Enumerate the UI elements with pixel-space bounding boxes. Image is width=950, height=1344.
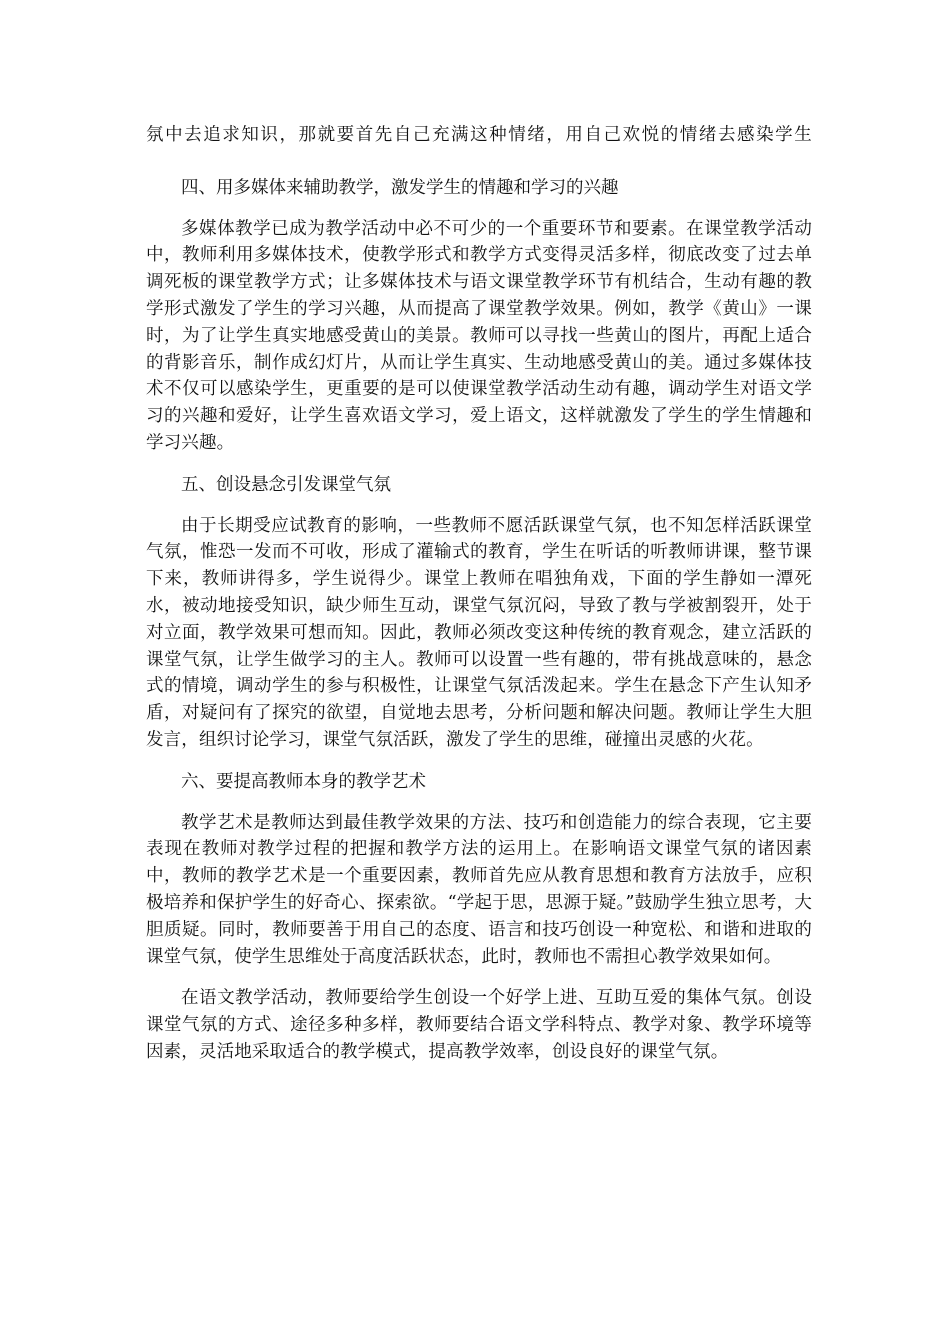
section-heading-4: 四、用多媒体来辅助教学，激发学生的情趣和学习的兴趣 — [181, 177, 619, 198]
section-paragraph-6: 教学艺术是教师达到最佳教学效果的方法、技巧和创造能力的综合表现，它主要表现在教师对教学过程的把握和教学方法的运用上。在影响语文课堂气氛的诸因素中，教师的教学艺术是一个重要因素，教师首先应从教育思想和教育方法放手，应积极培养和保护学生的好奇心、探索欲。“学起于思，思源于疑。”鼓励学生独立思考，大胆质疑。同时，教师要善于用自己的态度、语言和技巧创设一种宽松、和谐和进取的课堂气氛，使学生思维处于高度活跃状态，此时，教师也不需担心教学效果如何。 — [146, 812, 812, 967]
section-heading-6: 六、要提高教师本身的教学艺术 — [181, 771, 426, 792]
continued-text-line: 氛中去追求知识，那就要首先自己充满这种情绪，用自己欢悦的情绪去感染学生 — [146, 125, 812, 145]
section-heading-5: 五、创设悬念引发课堂气氛 — [181, 474, 391, 495]
document-page — [146, 122, 812, 1081]
section-paragraph-5: 由于长期受应试教育的影响，一些教师不愿活跃课堂气氛，也不知怎样活跃课堂气氛，惟恐一发而不可收，形成了灌输式的教育，学生在听话的听教师讲课，整节课下来，教师讲得多，学生说得少。课堂上教师在唱独角戏，下面的学生静如一潭死水，被动地接受知识，缺少师生互动，课堂气氛沉闷，导致了教与学被割裂开，处于对立面，教学效果可想而知。因此，教师必须改变这种传统的教育观念，建立活跃的课堂气氛，让学生做学习的主人。教师可以设置一些有趣的，带有挑战意味的，悬念式的情境，调动学生的参与积极性，让课堂气氛活泼起来。学生在悬念下产生认知矛盾，对疑问有了探究的欲望，自觉地去思考，分析问题和解决问题。教师让学生大胆发言，组织讨论学习，课堂气氛活跃，激发了学生的思维，碰撞出灵感的火花。 — [146, 515, 812, 750]
closing-paragraph: 在语文教学活动，教师要给学生创设一个好学上进、互助互爱的集体气氛。创设课堂气氛的方式、途径多种多样，教师要结合语文学科特点、教学对象、教学环境等因素，灵活地采取适合的教学模式，提高教学效率，创设良好的课堂气氛。 — [146, 988, 812, 1062]
section-paragraph-4: 多媒体教学已成为教学活动中必不可少的一个重要环节和要素。在课堂教学活动中，教师利用多媒体技术，使教学形式和教学方式变得灵活多样，彻底改变了过去单调死板的课堂教学方式；让多媒体技术与语文课堂教学环节有机结合，生动有趣的教学形式激发了学生的学习兴趣，从而提高了课堂教学效果。例如，教学《黄山》一课时，为了让学生真实地感受黄山的美景。教师可以寻找一些黄山的图片，再配上适合的背影音乐，制作成幻灯片，从而让学生真实、生动地感受黄山的美。通过多媒体技术不仅可以感染学生，更重要的是可以使课堂教学活动生动有趣，调动学生对语文学习的兴趣和爱好，让学生喜欢语文学习，爱上语文，这样就激发了学生的学生情趣和学习兴趣。 — [146, 218, 812, 453]
